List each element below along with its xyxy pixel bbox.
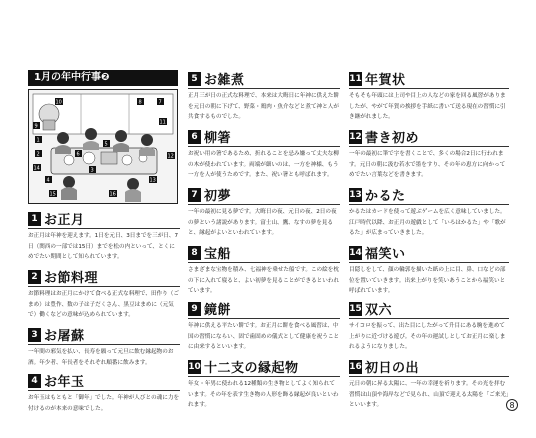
item-4 xyxy=(28,372,180,414)
illustration-label: 14 xyxy=(33,165,40,172)
item-number: 7 xyxy=(188,188,201,202)
item-body: 年神に供える平たい餅です。お正月に餅を食べる風習は、中国の習慣にならい、固で歯固めの儀式として健康を祝うことに由来するといいます。 xyxy=(188,323,340,350)
item-body: 正月三が日の正式な料理で、本来は大晦日に年神に供えた餅を元日の朝に下げて、野菜・鶏肉・魚介などと煮て神と人が共食するものでした。 xyxy=(188,93,339,120)
item-11 xyxy=(349,70,509,123)
item-title: かるた xyxy=(365,189,406,204)
item-number: 8 xyxy=(188,246,201,260)
illustration-label: 2 xyxy=(36,151,40,158)
illustration-label: 6 xyxy=(76,151,80,158)
item-title: 年賀状 xyxy=(365,73,406,88)
item-2 xyxy=(28,268,180,321)
item-body: お祝い用の箸であるため、折れることを忌み嫌って丈夫な柳の木が使われています。両端が細いのは、一方を神様、もう一方を人が使うためです。また、祝い箸とも呼ばれます。 xyxy=(188,151,339,178)
page-number: 8 xyxy=(506,399,518,411)
item-body: 年女・年男に使われる12種類の生き物としてよく知られています。その年を表す生き物の人形を飾る縁起が良いといわれます。 xyxy=(188,381,339,408)
item-number: 2 xyxy=(28,270,41,284)
item-8 xyxy=(188,244,340,297)
item-body: 一年の最初に筆で字を書くことで、多くの場合2日に行われます。元日の朝に汲む若水で墨をすり、その年の恵方に向かってめでたい言葉などを書きます。 xyxy=(349,151,506,178)
divider xyxy=(28,344,180,345)
item-body: サイコロを振って、出た目にしたがって升目にある駒を進めて上がりに近づける遊び。その年の運試しとしてお正月に楽しまれるようになりました。 xyxy=(349,323,506,350)
item-15 xyxy=(349,300,509,353)
item-title: 初夢 xyxy=(204,189,232,204)
divider xyxy=(28,286,180,287)
illustration-label: 15 xyxy=(49,191,56,198)
item-body: 元日の朝に昇る太陽に、一年の幸運を祈ります。その光を拝む習慣は山頂や海岸などで見られ、山頂で迎える太陽を「ご来光」といいます。 xyxy=(349,381,509,408)
illustration-label: 9 xyxy=(34,123,38,130)
item-number: 6 xyxy=(188,130,201,144)
illustration-label: 12 xyxy=(167,153,174,160)
item-number: 12 xyxy=(349,131,362,142)
family-scene-drawing xyxy=(29,90,177,203)
item-5 xyxy=(188,70,340,123)
section-header: 1月の年中行事❷ xyxy=(28,70,178,86)
item-10 xyxy=(188,358,340,411)
divider xyxy=(349,88,509,89)
illustration-label: 11 xyxy=(159,119,166,126)
item-title: 書き初め xyxy=(365,131,420,146)
item-title: 宝船 xyxy=(204,247,232,262)
item-13 xyxy=(349,186,509,239)
item-6 xyxy=(188,128,340,181)
divider xyxy=(28,390,180,391)
item-body: そもそも年頭には上司や目上の人などの家を回る風習がありましたが、やがて年賀の挨拶を手紙に書いて送る現在の習慣に引き継がれました。 xyxy=(349,93,506,120)
item-number: 4 xyxy=(28,374,41,388)
item-1 xyxy=(28,210,180,263)
divider xyxy=(349,204,509,205)
illustration-label: 13 xyxy=(149,177,156,184)
item-number: 15 xyxy=(349,303,362,314)
item-body: 一年間の邪気を払い、長寿を願って元旦に飲む縁起物のお酒。年少者、年長者をそれぞれ順番に飲みます。 xyxy=(28,349,174,366)
item-number: 10 xyxy=(188,361,201,372)
divider xyxy=(188,146,340,147)
new-year-family-illustration xyxy=(28,89,178,204)
illustration-label: 10 xyxy=(55,99,62,106)
item-title: 初日の出 xyxy=(365,361,420,376)
item-title: 双六 xyxy=(365,303,393,318)
item-3 xyxy=(28,326,180,368)
divider xyxy=(188,376,340,377)
item-title: お屠蘇 xyxy=(44,329,85,344)
illustration-label: 7 xyxy=(158,99,162,106)
item-body: かるたはカードを使って遊ぶゲームを広く意味していました。江戸時代以降、お正月の遊戯として「いろはかるた」や「歌がるた」が広まっていきました。 xyxy=(349,209,506,236)
item-number: 1 xyxy=(28,212,41,226)
divider xyxy=(349,376,509,377)
item-number: 3 xyxy=(28,328,41,342)
item-9 xyxy=(188,300,340,353)
illustration-label: 16 xyxy=(109,191,116,198)
divider xyxy=(349,318,509,319)
item-12 xyxy=(349,128,509,181)
item-number: 9 xyxy=(188,302,201,316)
item-number: 14 xyxy=(349,247,362,258)
divider xyxy=(188,88,340,89)
divider xyxy=(349,262,509,263)
item-14 xyxy=(349,244,509,297)
item-title: お年玉 xyxy=(44,375,85,390)
illustration-label: 5 xyxy=(104,141,108,148)
illustration-label: 1 xyxy=(36,137,40,144)
divider xyxy=(188,262,340,263)
item-title: 十二支の縁起物 xyxy=(204,361,299,376)
item-title: お節料理 xyxy=(44,271,99,286)
item-body: 一年の最初に見る夢です。大晦日の夜、元日の夜、2日の夜の夢という諸説があります。富士山、鷹、なすの夢を見ると、縁起がよいといわれています。 xyxy=(188,209,337,236)
item-body: 目隠しをして、顔の輪郭を描いた紙の上に目、鼻、口などの部位を置いていきます。出来上がりを笑いあうことから福笑いと呼ばれています。 xyxy=(349,267,506,294)
item-title: 柳箸 xyxy=(204,131,232,146)
item-number: 13 xyxy=(349,189,362,200)
divider xyxy=(188,204,340,205)
divider xyxy=(188,318,340,319)
item-number: 11 xyxy=(349,73,362,84)
item-title: 福笑い xyxy=(365,247,406,262)
item-body: さまざまな宝物を積み、七福神を乗せた船です。この絵を枕の下に入れて寝ると、よい初夢を見ることができるといわれています。 xyxy=(188,267,340,294)
illustration-label: 8 xyxy=(138,99,142,106)
item-16 xyxy=(349,358,509,411)
item-title: 鏡餅 xyxy=(204,303,232,318)
item-body: お正月は年神を迎えます。1日を元日、3日までを三が日、7日（関西の一部では15日）までを松の内といって、とくにめでたい期間として知られています。 xyxy=(28,233,179,260)
item-number: 16 xyxy=(349,361,362,372)
divider xyxy=(349,146,509,147)
item-title: お雑煮 xyxy=(204,73,245,88)
item-7 xyxy=(188,186,340,239)
item-number: 5 xyxy=(188,72,201,86)
divider xyxy=(28,228,180,229)
item-body: お年玉はもともと「御年」でした。年神が人びとの魂に力を付けるのが本来の意味でした。 xyxy=(28,395,180,412)
illustration-label: 4 xyxy=(46,177,50,184)
item-title: お正月 xyxy=(44,213,85,228)
item-body: お節料理はお正月にかけて食べる正式な料理で、田作り（ごまめ）は豊作、数の子は子だくさん、黒豆はまめに（元気で）働くなどの意味が込められています。 xyxy=(28,291,179,318)
illustration-label: 3 xyxy=(90,167,94,174)
